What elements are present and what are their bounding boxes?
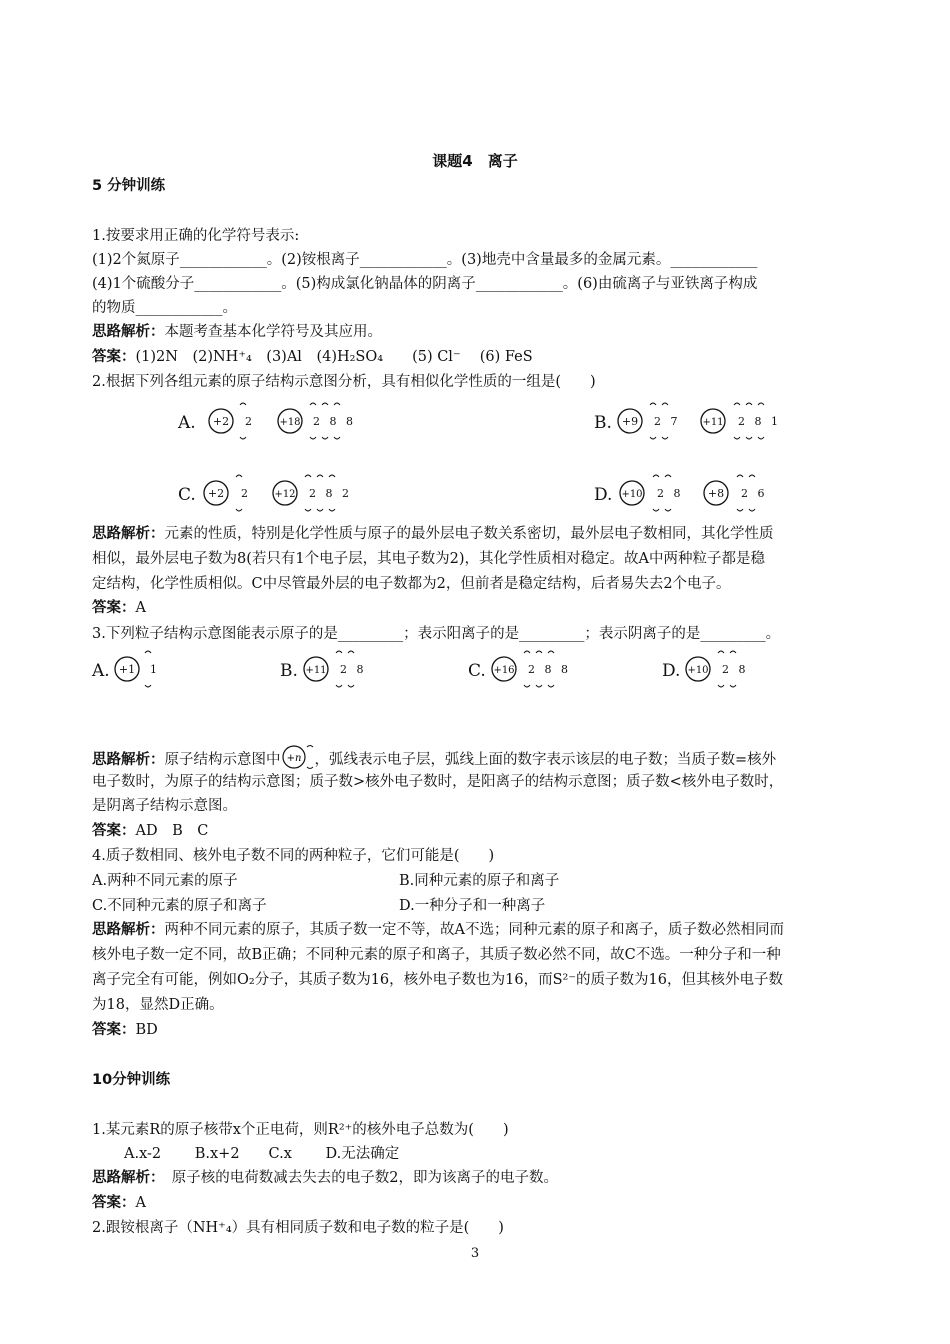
page-title: 课题4 离子 (432, 152, 518, 170)
q4-option-d: D.一种分子和一种离子 (399, 898, 546, 914)
q2-c-atom1 (204, 475, 248, 511)
q4-analysis-l1: 思路解析：两种不同元素的原子，其质子数一定不等，故A不选；同种元素的原子和离子，质子数必然相同而 (92, 922, 784, 938)
q2-d-atom2 (704, 475, 768, 511)
q3-analysis-l2: 电子数时，为原子的结构示意图；质子数>核外电子数时，是阳离子的结构示意图；质子数<核外电子数时， (92, 774, 784, 790)
svg-text:2 8 8: 2 8 8 (528, 663, 571, 676)
q3-analysis-l1: 思路解析：原子结构示意图中 +n ，弧线表示电子层，弧线上面的数字表示该层的电子数；当质子数=核外 (92, 744, 776, 770)
q3-option-d (662, 651, 749, 687)
svg-text:2 7: 2 7 (654, 415, 681, 428)
q2-a-atom1 (209, 403, 252, 439)
svg-text:+11: +11 (305, 665, 327, 676)
svg-text:2 8: 2 8 (657, 487, 684, 500)
q3-analysis-l3: 是阴离子结构示意图。 (92, 798, 237, 814)
q3-option-a (91, 651, 157, 687)
q2-option-c-label: C. (178, 485, 196, 505)
q2-option-a-label: A. (178, 413, 196, 433)
p1-stem: 1.某元素R的原子核带x个正电荷，则R²⁺的核外电子总数为( ) (92, 1122, 509, 1138)
q2-a-atom2 (278, 403, 356, 439)
q1-analysis: 思路解析：本题考查基本化学符号及其应用。 (92, 324, 382, 340)
svg-text:+9: +9 (621, 415, 639, 428)
svg-text:2: 2 (241, 487, 248, 500)
q3-answer: 答案：AD B C (92, 823, 209, 839)
q2-analysis-l1: 思路解析：元素的性质，特别是化学性质与原子的最外层电子数关系密切，最外层电子数相同，其化学性质 (92, 526, 774, 542)
q2-c-atom2 (273, 475, 352, 511)
q2-stem: 2.根据下列各组元素的原子结构示意图分析，具有相似化学性质的一组是( ) (92, 374, 596, 390)
svg-text:2 8: 2 8 (722, 663, 749, 676)
svg-text:+18: +18 (279, 417, 301, 428)
svg-text:+8: +8 (707, 487, 725, 500)
svg-text:A.: A. (92, 661, 110, 681)
svg-text:D.: D. (662, 661, 681, 681)
svg-text:2 8 2: 2 8 2 (309, 487, 352, 500)
q4-option-c: C.不同种元素的原子和离子 (92, 898, 267, 914)
q4-analysis-l2: 核外电子数一定不同，故B正确；不同种元素的原子和离子，其质子数必然不同，故C不选。一种分子和一种 (92, 947, 781, 963)
svg-text:B.: B. (280, 661, 298, 681)
svg-text:C.: C. (468, 661, 486, 681)
svg-text:2 8: 2 8 (340, 663, 367, 676)
svg-text:+12: +12 (274, 489, 296, 500)
svg-text:2 6: 2 6 (741, 487, 768, 500)
svg-text:+10: +10 (621, 489, 643, 500)
q2-atom-diagrams (0, 390, 950, 520)
p2-stem: 2.跟铵根离子（NH⁺₄）具有相同质子数和电子数的粒子是( ) (92, 1220, 504, 1236)
q2-b-atom1 (618, 403, 681, 439)
inline-nucleus-diagram (281, 744, 315, 770)
q4-analysis-l3: 离子完全有可能，例如O₂分子，其质子数为16，核外电子数也为16，而S²⁻的质子数为16，但其核外电子数 (92, 972, 783, 988)
svg-text:2 8 1: 2 8 1 (738, 415, 781, 428)
q4-analysis-l4: 为18，显然D正确。 (92, 997, 224, 1013)
p1-answer: 答案：A (92, 1195, 146, 1211)
q2-option-d-label: D. (594, 485, 613, 505)
q4-stem: 4.质子数相同、核外电子数不同的两种粒子，它们可能是( ) (92, 848, 495, 864)
svg-text:1: 1 (150, 663, 157, 676)
q1-answer: 答案：(1)2N (2)NH⁺₄ (3)Al (4)H₂SO₄ (5) Cl⁻ (6) FeS (92, 349, 533, 365)
svg-text:+n: +n (286, 753, 301, 764)
q4-option-a: A.两种不同元素的原子 (92, 873, 238, 889)
q1-line3: 的物质____________。 (92, 300, 237, 316)
q3-atom-diagrams (0, 640, 950, 700)
section-heading-10min: 10分钟训练 (92, 1072, 171, 1088)
q1-line2: (4)1个硫酸分子____________。(5)构成氯化钠晶体的阴离子____________。(6)由硫离子与亚铁离子构成 (92, 276, 758, 292)
q4-answer: 答案：BD (92, 1022, 158, 1038)
svg-text:+11: +11 (702, 417, 724, 428)
section-heading-5min: 5 分钟训练 (92, 178, 166, 194)
q2-d-atom1 (620, 475, 684, 511)
svg-text:+16: +16 (493, 665, 515, 676)
svg-text:2 8 8: 2 8 8 (313, 415, 356, 428)
q2-answer: 答案：A (92, 600, 146, 616)
q1-stem: 1.按要求用正确的化学符号表示: (92, 228, 300, 244)
q3-option-c (468, 651, 571, 687)
svg-text:+1: +1 (118, 663, 136, 676)
q4-option-b: B.同种元素的原子和离子 (399, 873, 560, 889)
svg-text:+2: +2 (212, 415, 230, 428)
q2-b-atom2 (701, 403, 781, 439)
q1-line1: (1)2个氮原子____________。(2)铵根离子____________。(3)地壳中含量最多的金属元素。____________ (92, 252, 758, 268)
svg-text:+2: +2 (207, 487, 225, 500)
q2-analysis-l2: 相似，最外层电子数为8(若只有1个电子层，其电子数为2)，其化学性质相对稳定。故A中两种粒子都是稳 (92, 551, 765, 567)
q3-stem: 3.下列粒子结构示意图能表示原子的是_________；表示阳离子的是_________；表示阴离子的是_________。 (92, 626, 781, 642)
q2-analysis-l3: 定结构，化学性质相似。C中尽管最外层的电子数都为2，但前者是稳定结构，后者易失去2个电子。 (92, 576, 731, 592)
p1-options: A.x-2 B.x+2 C.x D.无法确定 (124, 1146, 400, 1162)
svg-text:2: 2 (245, 415, 252, 428)
page-number: 3 (470, 1246, 480, 1261)
q2-option-b-label: B. (594, 413, 612, 433)
q3-option-b (280, 651, 367, 687)
svg-text:+10: +10 (687, 665, 709, 676)
p1-analysis: 思路解析： 原子核的电荷数减去失去的电子数2，即为该离子的电子数。 (92, 1170, 558, 1186)
